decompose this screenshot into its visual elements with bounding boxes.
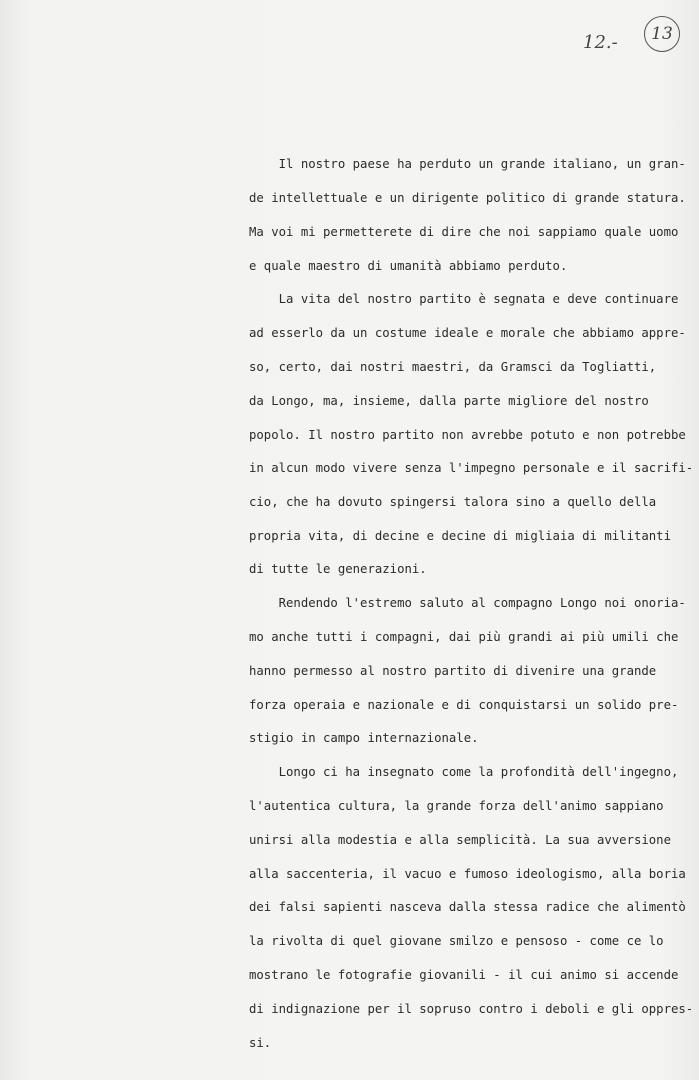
text-line: stigio in campo internazionale. — [249, 731, 479, 745]
text-line: in alcun modo vivere senza l'impegno personale e il sacrifi- — [249, 461, 694, 475]
text-line: dei falsi sapienti nasceva dalla stessa radice che alimentò — [249, 900, 686, 914]
text-line: propria vita, di decine e decine di migliaia di militanti — [249, 529, 671, 543]
stamp-number: 13 — [651, 24, 673, 44]
text-line: La vita del nostro partito è segnata e deve continuare — [249, 292, 679, 306]
text-line: mostrano le fotografie giovanili - il cui animo si accende — [249, 968, 679, 982]
page-number: 12.- — [583, 32, 618, 53]
text-line: mo anche tutti i compagni, dai più grandi ai più umili che — [249, 630, 679, 644]
text-line: popolo. Il nostro partito non avrebbe potuto e non potrebbe — [249, 428, 686, 442]
text-line: de intellettuale e un dirigente politico di grande statura. — [249, 191, 686, 205]
text-line: Il nostro paese ha perduto un grande italiano, un gran- — [249, 157, 686, 171]
text-line: si. — [249, 1036, 272, 1050]
circled-page-stamp — [644, 16, 680, 52]
text-line: di tutte le generazioni. — [249, 562, 427, 576]
text-line: l'autentica cultura, la grande forza dell'animo sappiano — [249, 799, 664, 813]
text-line: di indignazione per il sopruso contro i deboli e gli oppres- — [249, 1002, 694, 1016]
text-line: forza operaia e nazionale e di conquistarsi un solido pre- — [249, 698, 679, 712]
text-line: e quale maestro di umanità abbiamo perduto. — [249, 259, 568, 273]
text-line: da Longo, ma, insieme, dalla parte migliore del nostro — [249, 394, 649, 408]
text-line: so, certo, dai nostri maestri, da Gramsci da Togliatti, — [249, 360, 657, 374]
text-line: la rivolta di quel giovane smilzo e pensoso - come ce lo — [249, 934, 664, 948]
text-line: alla saccenteria, il vacuo e fumoso ideologismo, alla boria — [249, 867, 686, 881]
text-line: Rendendo l'estremo saluto al compagno Longo noi onoria- — [249, 596, 686, 610]
text-line: Ma voi mi permetterete di dire che noi sappiamo quale uomo — [249, 225, 679, 239]
text-line: hanno permesso al nostro partito di divenire una grande — [249, 664, 657, 678]
text-line: unirsi alla modestia e alla semplicità. La sua avversione — [249, 833, 671, 847]
text-line: cio, che ha dovuto spingersi talora sino a quello della — [249, 495, 657, 509]
text-line: ad esserlo da un costume ideale e morale che abbiamo appre- — [249, 326, 686, 340]
text-line: Longo ci ha insegnato come la profondità dell'ingegno, — [249, 765, 679, 779]
